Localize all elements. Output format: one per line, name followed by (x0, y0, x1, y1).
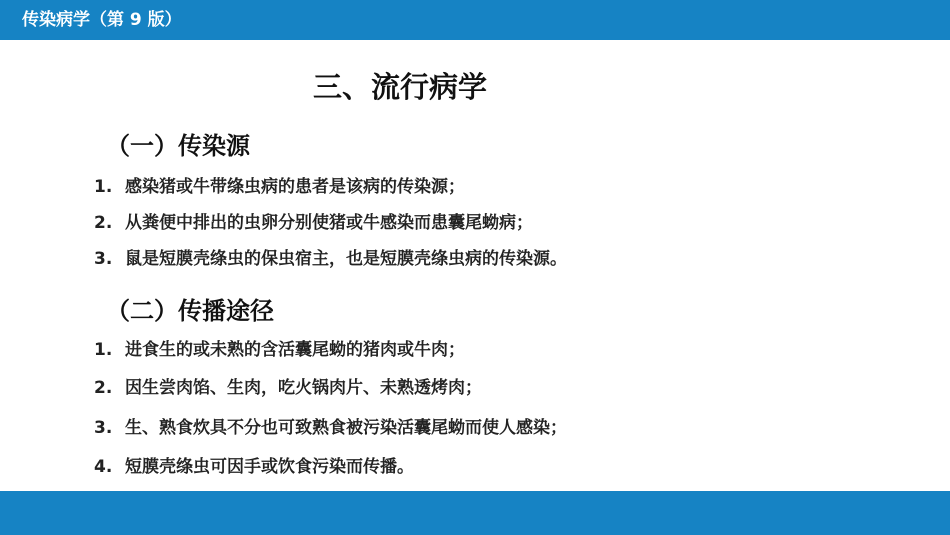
list-item (94, 416, 567, 440)
section-heading-transmission: （二）传播途径 (106, 297, 274, 325)
list-item-number: 1. (94, 177, 113, 197)
list-item-number: 1. (94, 340, 113, 360)
list-item-text: 因生尝肉馅、生肉，吃火锅肉片、未熟透烤肉； (125, 378, 482, 398)
list-item-number: 4. (94, 457, 113, 477)
list-item-text: 鼠是短膜壳绦虫的保虫宿主，也是短膜壳绦虫病的传染源。 (125, 249, 567, 269)
list-item (94, 175, 465, 199)
list-item-number: 3. (94, 418, 113, 438)
list-item-number: 3. (94, 249, 113, 269)
list-item (94, 211, 533, 235)
footer-bar (0, 491, 950, 535)
list-item (94, 455, 414, 479)
list-item-text: 生、熟食炊具不分也可致熟食被污染活囊尾蚴而使人感染； (125, 418, 567, 438)
list-item-text: 感染猪或牛带绦虫病的患者是该病的传染源； (125, 177, 465, 197)
list-item-text: 进食生的或未熟的含活囊尾蚴的猪肉或牛肉； (125, 340, 465, 360)
list-item-text: 短膜壳绦虫可因手或饮食污染而传播。 (125, 457, 414, 477)
list-item (94, 376, 482, 400)
list-item-text: 从粪便中排出的虫卵分别使猪或牛感染而患囊尾蚴病； (125, 213, 533, 233)
page-title: 三、流行病学 (313, 70, 488, 104)
list-item (94, 338, 465, 362)
list-item (94, 247, 567, 271)
list-item-number: 2. (94, 213, 113, 233)
list-item-number: 2. (94, 378, 113, 398)
header-bar (0, 0, 950, 40)
header-title: 传染病学（第 9 版） (22, 10, 182, 30)
section-heading-source: （一）传染源 (106, 132, 250, 160)
